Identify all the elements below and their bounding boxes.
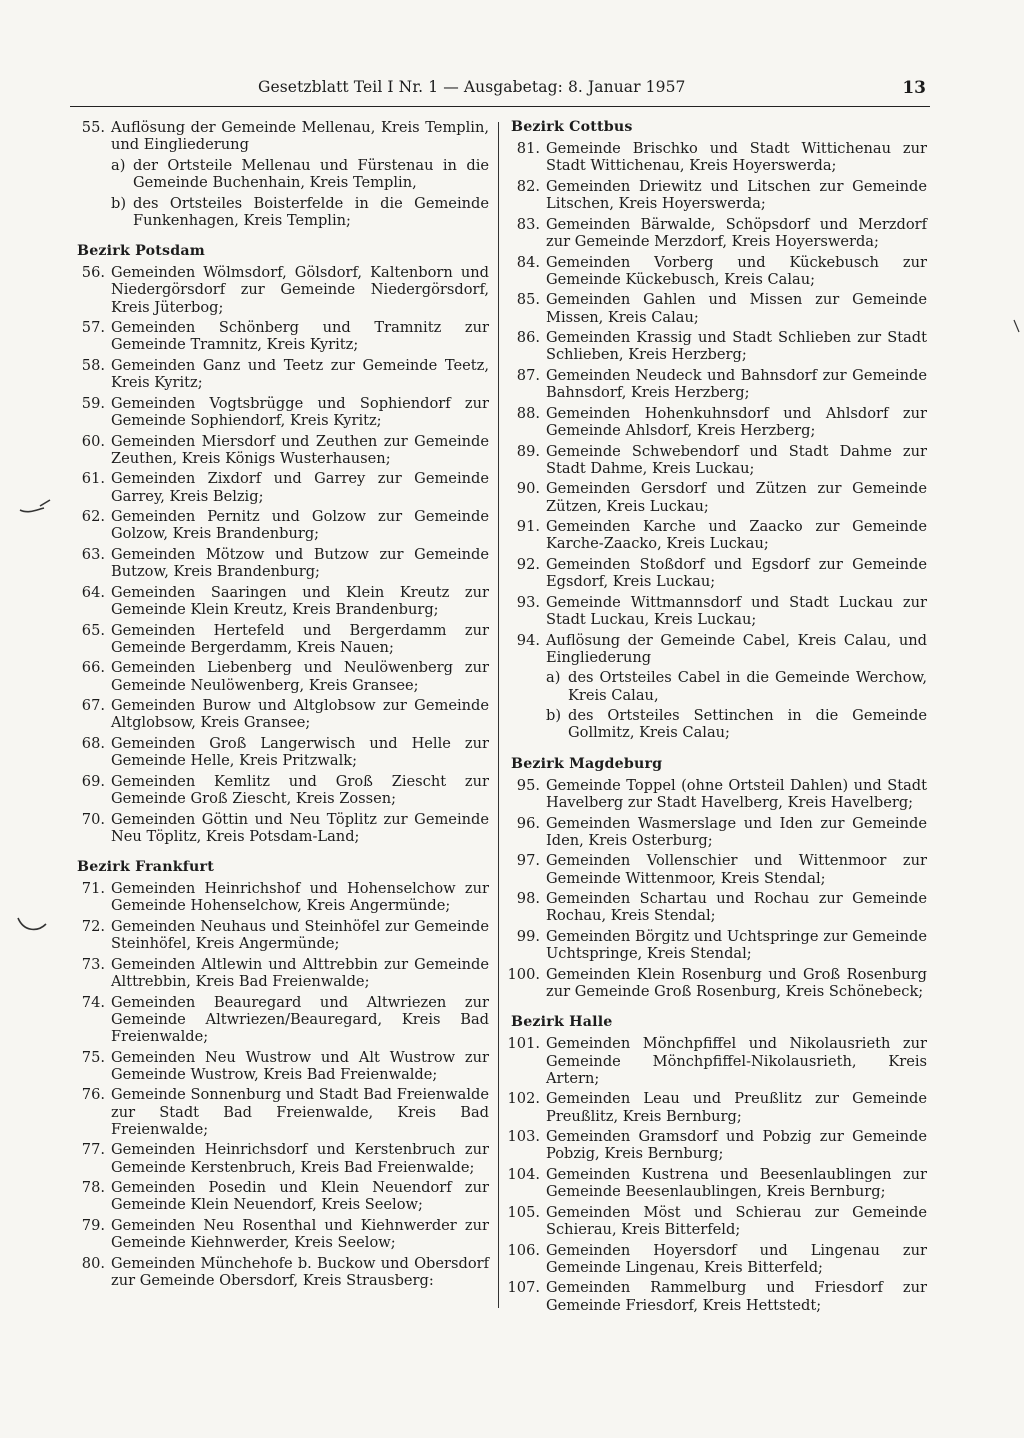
list-item [73,319,489,353]
item-text: Gemeinden Neudeck und Bahnsdorf zur Gemeinde Bahnsdorf, Kreis Herzberg; [546,366,927,402]
item-number: 71. [81,880,105,898]
sub-item [546,707,927,741]
item-text: Gemeinden Saaringen und Klein Kreutz zur Gemeinde Klein Kreutz, Kreis Brandenburg; [111,583,489,618]
list-item [73,994,489,1046]
item-text: Gemeinden Hoyersdorf und Lingenau zur Gemeinde Lingenau, Kreis Bitterfeld; [546,1241,927,1276]
halle-list [507,1035,927,1313]
column-divider [498,122,499,1308]
list-item [507,480,927,514]
list-item [73,1179,489,1213]
item-text: Auflösung der Gemeinde Cabel, Kreis Calau, und Eingliederung [546,631,927,666]
item-number: 75. [81,1048,105,1066]
list-item [507,594,927,628]
item-text: Gemeinden Vogtsbrügge und Sophiendorf zur Gemeinde Sophiendorf, Kreis Kyritz; [111,394,489,429]
item-number: 66. [81,659,105,677]
section-heading-halle: Bezirk Halle [511,1014,613,1031]
item-text: Gemeinden Krassig und Stadt Schlieben zur Stadt Schlieben, Kreis Herzberg; [546,329,927,364]
item-number: 93. [516,593,540,611]
item-text: Gemeinden Zixdorf und Garrey zur Gemeinde Garrey, Kreis Belzig; [111,470,489,505]
section-heading-potsdam: Bezirk Potsdam [77,243,205,259]
item-number: 69. [81,772,105,790]
list-item [507,556,927,590]
item-number: 91. [516,518,540,536]
item-number: 82. [516,178,540,195]
item-text: Gemeinden Börgitz und Uchtspringe zur Gemeinde Uchtspringe, Kreis Stendal; [546,927,927,963]
item-number: 62. [81,508,105,526]
list-item [507,777,927,811]
item-number: 101. [507,1035,540,1053]
list-item [507,178,927,212]
list-item [73,264,489,316]
sub-item [111,195,489,229]
list-item [73,880,489,914]
item-text: Gemeinden Hohenkuhnsdorf und Ahlsdorf zur Gemeinde Ahlsdorf, Kreis Herzberg; [546,404,927,439]
item-text: Gemeinden Mötzow und Butzow zur Gemeinde Butzow, Kreis Brandenburg; [111,545,489,581]
list-item [507,1035,927,1087]
item-text: Gemeinden Gramsdorf und Pobzig zur Gemeinde Pobzig, Kreis Bernburg; [546,1128,927,1163]
item-text: Gemeinden Hertefeld und Bergerdamm zur Gemeinde Bergerdamm, Kreis Nauen; [111,621,489,656]
item-number: 103. [507,1128,540,1146]
item-text: Gemeinden Gersdorf und Zützen zur Gemeinde Zützen, Kreis Luckau; [546,480,927,515]
item-text: Gemeinde Brischko und Stadt Wittichenau zur Stadt Wittichenau, Kreis Hoyerswerda; [546,140,927,175]
sub-item-letter: b) [546,707,562,725]
cottbus-list [507,140,927,628]
item-text: Gemeinden Klein Rosenburg und Groß Rosenburg zur Gemeinde Groß Rosenburg, Kreis Schönebeck; [546,965,927,1000]
item-text: Gemeinden Wölmsdorf, Gölsdorf, Kaltenborn und Niedergörsdorf zur Gemeinde Niedergörsdorf, Kreis Jüterbog; [111,264,489,316]
item-text: Gemeinden Rammelburg und Friesdorf zur Gemeinde Friesdorf, Kreis Hettstedt; [546,1279,927,1314]
list-item [73,546,489,580]
list-item [507,852,927,886]
item-text: Gemeinden Pernitz und Golzow zur Gemeinde Golzow, Kreis Brandenburg; [111,508,489,543]
item-number: 67. [81,697,105,715]
list-item [507,140,927,174]
list-item [507,1166,927,1200]
item-text: Gemeinden Schartau und Rochau zur Gemeinde Rochau, Kreis Stendal; [546,890,927,925]
item-text: Gemeinden Karche und Zaacko zur Gemeinde Karche-Zaacko, Kreis Luckau; [546,518,927,553]
frankfurt-list [73,880,489,1289]
list-item [73,470,489,504]
sub-item-text: des Ortsteiles Boisterfelde in die Gemeinde Funkenhagen, Kreis Templin; [133,194,489,229]
sub-item-letter: a) [546,669,561,687]
item-text: Gemeinden Heinrichsdorf und Kerstenbruch zur Gemeinde Kerstenbruch, Kreis Bad Freienwalde; [111,1141,489,1176]
list-item [73,508,489,542]
section-heading-magdeburg: Bezirk Magdeburg [511,755,663,772]
item-number: 65. [81,621,105,639]
item-number: 68. [81,734,105,752]
header-rule [70,106,930,107]
list-item [73,956,489,990]
item-text: Gemeinden Heinrichshof und Hohenselchow zur Gemeinde Hohenselchow, Kreis Angermünde; [111,880,489,915]
header-title: Gesetzblatt Teil I Nr. 1 — Ausgabetag: 8. Januar 1957 [258,78,686,96]
list-item [507,443,927,477]
item-text: Gemeinden Neuhaus und Steinhöfel zur Gemeinde Steinhöfel, Kreis Angermünde; [111,917,489,953]
item-text: Gemeinden Leau und Preußlitz zur Gemeinde Preußlitz, Kreis Bernburg; [546,1090,927,1125]
item-text: Gemeinden Göttin und Neu Töplitz zur Gemeinde Neu Töplitz, Kreis Potsdam-Land; [111,810,489,845]
item-text: Gemeinden Groß Langerwisch und Helle zur Gemeinde Helle, Kreis Pritzwalk; [111,734,489,770]
item-number: 95. [516,776,540,794]
item-text: Gemeinden Vollenschier und Wittenmoor zur Gemeinde Wittenmoor, Kreis Stendal; [546,852,927,887]
item-text: Gemeinden Posedin und Klein Neuendorf zur Gemeinde Klein Neuendorf, Kreis Seelow; [111,1179,489,1214]
item-text: Gemeinden Gahlen und Missen zur Gemeinde Missen, Kreis Calau; [546,291,927,326]
item-number: 56. [81,264,105,282]
sub-item [111,157,489,191]
item-text: Gemeinden Burow und Altglobsow zur Gemeinde Altglobsow, Kreis Gransee; [111,697,489,732]
section-heading-frankfurt: Bezirk Frankfurt [77,858,214,875]
item-number: 90. [516,480,540,498]
item-text: Gemeinden Wasmerslage und Iden zur Gemeinde Iden, Kreis Osterburg; [546,814,927,849]
potsdam-list [73,264,489,845]
item-number: 100. [507,965,540,983]
list-item [507,890,927,924]
list-item [73,119,489,153]
list-item [73,1255,489,1289]
item-text: Gemeinde Sonnenburg und Stadt Bad Freienwalde zur Stadt Bad Freienwalde, Kreis Bad Freienwalde; [111,1086,489,1138]
list-item [507,632,927,666]
item-text: Auflösung der Gemeinde Mellenau, Kreis Templin, und Eingliederung [111,119,489,154]
item-text: Gemeinden Möst und Schierau zur Gemeinde Schierau, Kreis Bitterfeld; [546,1203,927,1238]
item-text: Gemeinden Neu Rosenthal und Kiehnwerder zur Gemeinde Kiehnwerder, Kreis Seelow; [111,1216,489,1252]
item-number: 88. [516,404,540,422]
item-number: 99. [516,927,540,945]
list-item [507,815,927,849]
list-item [507,367,927,401]
item-number: 61. [81,470,105,488]
list-item [507,291,927,325]
list-item [73,697,489,731]
section-heading-cottbus: Bezirk Cottbus [511,119,633,135]
margin-tick-mark [1012,318,1022,336]
item-number: 80. [81,1254,105,1272]
list-item [507,254,927,288]
item-number: 63. [81,545,105,563]
item-text: Gemeinden Ganz und Teetz zur Gemeinde Teetz, Kreis Kyritz; [111,357,489,392]
sub-item [546,669,927,703]
list-item [73,659,489,693]
item-number: 73. [81,955,105,973]
item-number: 64. [81,583,105,601]
list-item [507,1090,927,1124]
sub-item-letter: b) [111,194,127,212]
sub-item-text: der Ortsteile Mellenau und Fürstenau in die Gemeinde Buchenhain, Kreis Templin, [133,156,489,191]
item-text: Gemeinden Altlewin und Alttrebbin zur Gemeinde Alttrebbin, Kreis Bad Freienwalde; [111,955,489,990]
item-text: Gemeinden Beauregard und Altwriezen zur Gemeinde Altwriezen/Beauregard, Kreis Bad Freienwalde; [111,993,489,1045]
list-item [73,773,489,807]
list-item [73,735,489,769]
item-number: 79. [81,1216,105,1234]
item-text: Gemeinden Schönberg und Tramnitz zur Gemeinde Tramnitz, Kreis Kyritz; [111,319,489,354]
item-number: 87. [516,366,540,384]
item-number: 107. [507,1279,540,1297]
item-number: 57. [81,319,105,337]
list-item [507,928,927,962]
item-text: Gemeinde Toppel (ohne Ortsteil Dahlen) und Stadt Havelberg zur Stadt Havelberg, Kreis Havelberg; [546,776,927,811]
item-number: 60. [81,432,105,450]
item-number: 89. [516,442,540,460]
left-column [73,119,489,1293]
item-number: 105. [507,1203,540,1221]
list-item [73,433,489,467]
item-number: 83. [516,215,540,233]
page-header [70,78,930,104]
list-item [73,918,489,952]
item-number: 81. [516,140,540,158]
item-text: Gemeinde Wittmannsdorf und Stadt Luckau zur Stadt Luckau, Kreis Luckau; [546,593,927,628]
item-number: 74. [81,993,105,1011]
item-number: 76. [81,1086,105,1104]
item-number: 92. [516,555,540,573]
list-item [507,1279,927,1313]
list-item [507,1128,927,1162]
margin-curve-mark [14,912,50,936]
list-item [73,1141,489,1175]
item-number: 72. [81,917,105,935]
item-text: Gemeinden Driewitz und Litschen zur Gemeinde Litschen, Kreis Hoyerswerda; [546,178,927,213]
item-number: 106. [507,1241,540,1259]
item-number: 102. [507,1090,540,1108]
item-number: 97. [516,852,540,870]
item-text: Gemeinden Kustrena und Beesenlaublingen zur Gemeinde Beesenlaublingen, Kreis Bernburg; [546,1165,927,1201]
list-item [507,518,927,552]
margin-scribble-mark [16,498,56,522]
list-item [507,966,927,1000]
item-number: 98. [516,890,540,908]
sub-item-text: des Ortsteiles Cabel in die Gemeinde Werchow, Kreis Calau, [568,669,927,704]
list-item [507,329,927,363]
list-item [73,357,489,391]
list-item [73,1049,489,1083]
item-text: Gemeinden Stoßdorf und Egsdorf zur Gemeinde Egsdorf, Kreis Luckau; [546,555,927,591]
list-item [73,1086,489,1138]
page-number: 13 [902,78,926,98]
item-text: Gemeinden Miersdorf und Zeuthen zur Gemeinde Zeuthen, Kreis Königs Wusterhausen; [111,432,489,467]
item-number: 104. [507,1165,540,1183]
item-number: 94. [516,631,540,649]
item-number: 70. [81,810,105,828]
item-text: Gemeinden Bärwalde, Schöpsdorf und Merzdorf zur Gemeinde Merzdorf, Kreis Hoyerswerda; [546,215,927,250]
item-text: Gemeinden Mönchpfiffel und Nikolausrieth zur Gemeinde Mönchpfiffel-Nikolausrieth, Kreis Artern; [546,1035,927,1087]
item-number: 96. [516,814,540,832]
item-number: 78. [81,1179,105,1197]
item-number: 77. [81,1141,105,1159]
list-item [507,216,927,250]
item-number: 59. [81,394,105,412]
sub-item-letter: a) [111,156,126,174]
list-item [73,811,489,845]
list-item [73,395,489,429]
list-item [73,1217,489,1251]
item-number: 85. [516,291,540,309]
magdeburg-list [507,777,927,1000]
list-item [73,622,489,656]
item-number: 55. [81,119,105,136]
item-number: 58. [81,357,105,374]
item-text: Gemeinden Vorberg und Kückebusch zur Gemeinde Kückebusch, Kreis Calau; [546,253,927,288]
list-item [507,1242,927,1276]
sub-item-text: des Ortsteiles Settinchen in die Gemeinde Gollmitz, Kreis Calau; [568,707,927,742]
item-text: Gemeinden Neu Wustrow und Alt Wustrow zur Gemeinde Wustrow, Kreis Bad Freienwalde; [111,1048,489,1083]
item-text: Gemeinden Liebenberg und Neulöwenberg zur Gemeinde Neulöwenberg, Kreis Gransee; [111,659,489,694]
item-number: 84. [516,253,540,271]
list-item [507,405,927,439]
list-item [73,584,489,618]
list-item [507,1204,927,1238]
item-text: Gemeinde Schwebendorf und Stadt Dahme zur Stadt Dahme, Kreis Luckau; [546,442,927,477]
right-column [507,119,927,1317]
item-number: 86. [516,329,540,347]
item-text: Gemeinden Kemlitz und Groß Ziescht zur Gemeinde Groß Ziescht, Kreis Zossen; [111,772,489,807]
item-text: Gemeinden Münchehofe b. Buckow und Obersdorf zur Gemeinde Obersdorf, Kreis Strausberg: [111,1254,489,1289]
